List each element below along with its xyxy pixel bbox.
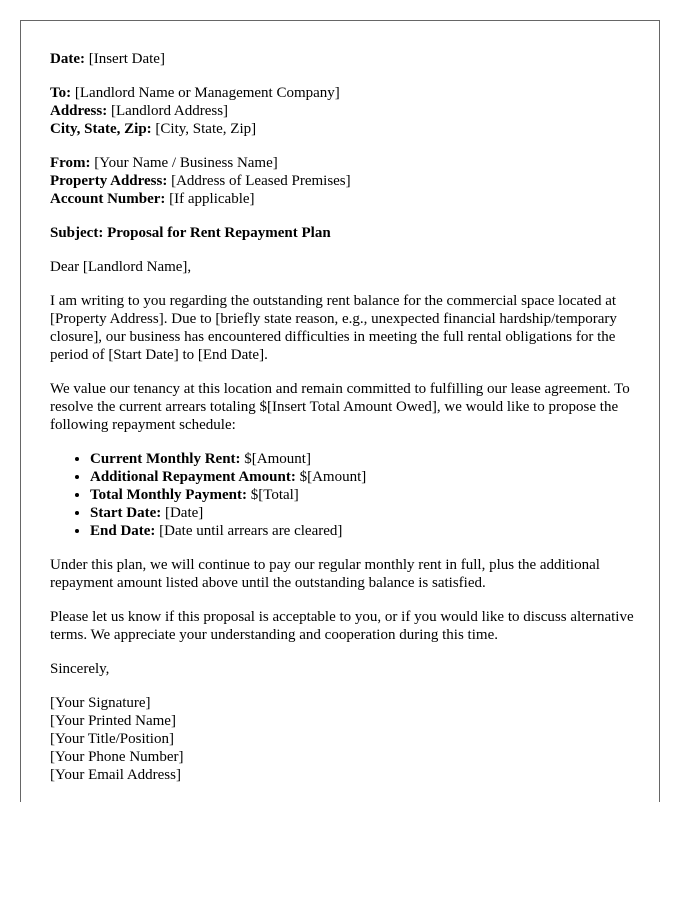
body-paragraph-2: We value our tenancy at this location and remain committed to fulfilling our lease agreement. To resolve the current arrears totaling $[Insert Total Amount Owed], we would like to propose the following repayment schedule:: [50, 381, 630, 433]
letter-page: [20, 20, 660, 802]
printed-name-line: [Your Printed Name]: [50, 713, 176, 729]
recipient-block: [50, 84, 640, 138]
schedule-item-value: $[Amount]: [240, 451, 311, 467]
body-paragraph-3: Under this plan, we will continue to pay our regular monthly rent in full, plus the additional repayment amount listed above until the outstanding balance is satisfied.: [50, 557, 600, 591]
phone-line: [Your Phone Number]: [50, 749, 184, 765]
address-value: [Landlord Address]: [107, 103, 229, 119]
address-line: [50, 102, 640, 120]
schedule-item-label: Current Monthly Rent:: [90, 451, 241, 467]
city-label: City, State, Zip:: [50, 121, 152, 137]
to-value: [Landlord Name or Management Company]: [71, 85, 340, 101]
schedule-item-value: [Date until arrears are cleared]: [155, 523, 343, 539]
date-label: Date:: [50, 51, 85, 67]
schedule-item-label: Start Date:: [90, 505, 162, 521]
schedule-item-label: Additional Repayment Amount:: [90, 469, 296, 485]
account-label: Account Number:: [50, 191, 166, 207]
from-line: [50, 154, 640, 172]
property-value: [Address of Leased Premises]: [167, 173, 351, 189]
repayment-schedule-list: [50, 450, 640, 540]
schedule-item-value: [Date]: [161, 505, 204, 521]
email-line: [Your Email Address]: [50, 767, 181, 783]
address-label: Address:: [50, 103, 108, 119]
signature-block: [50, 694, 640, 784]
date-line: [50, 50, 640, 68]
letter-content: [50, 50, 640, 800]
subject-line: Subject: Proposal for Rent Repayment Plan: [50, 225, 331, 241]
property-label: Property Address:: [50, 173, 168, 189]
schedule-item-value: $[Total]: [246, 487, 299, 503]
account-value: [If applicable]: [165, 191, 255, 207]
to-line: [50, 84, 640, 102]
from-value: [Your Name / Business Name]: [90, 155, 278, 171]
property-line: [50, 172, 640, 190]
schedule-item-additional-repayment: [90, 468, 640, 486]
schedule-item-current-rent: [90, 450, 640, 468]
account-line: [50, 190, 640, 208]
salutation: Dear [Landlord Name],: [50, 259, 192, 275]
date-block: [50, 50, 640, 68]
title-line: [Your Title/Position]: [50, 731, 174, 747]
from-label: From:: [50, 155, 91, 171]
schedule-item-value: $[Amount]: [295, 469, 367, 485]
to-label: To:: [50, 85, 72, 101]
schedule-item-label: End Date:: [90, 523, 156, 539]
signature-line: [Your Signature]: [50, 695, 151, 711]
schedule-item-label: Total Monthly Payment:: [90, 487, 247, 503]
schedule-item-start-date: [90, 504, 640, 522]
sender-block: [50, 154, 640, 208]
body-paragraph-1: I am writing to you regarding the outstanding rent balance for the commercial space located at [Property Address]. Due to [briefly state reason, e.g., unexpected financial hardship/temporary closure], our business has encountered difficulties in meeting the full rental obligations for the period of [Start Date] to [End Date].: [50, 293, 617, 363]
city-line: [50, 120, 640, 138]
date-value: [Insert Date]: [84, 51, 165, 67]
body-paragraph-4: Please let us know if this proposal is acceptable to you, or if you would like to discuss alternative terms. We appreciate your understanding and cooperation during this time.: [50, 609, 634, 643]
schedule-item-end-date: [90, 522, 640, 540]
schedule-item-total-payment: [90, 486, 640, 504]
city-value: [City, State, Zip]: [151, 121, 257, 137]
closing: Sincerely,: [50, 661, 110, 677]
